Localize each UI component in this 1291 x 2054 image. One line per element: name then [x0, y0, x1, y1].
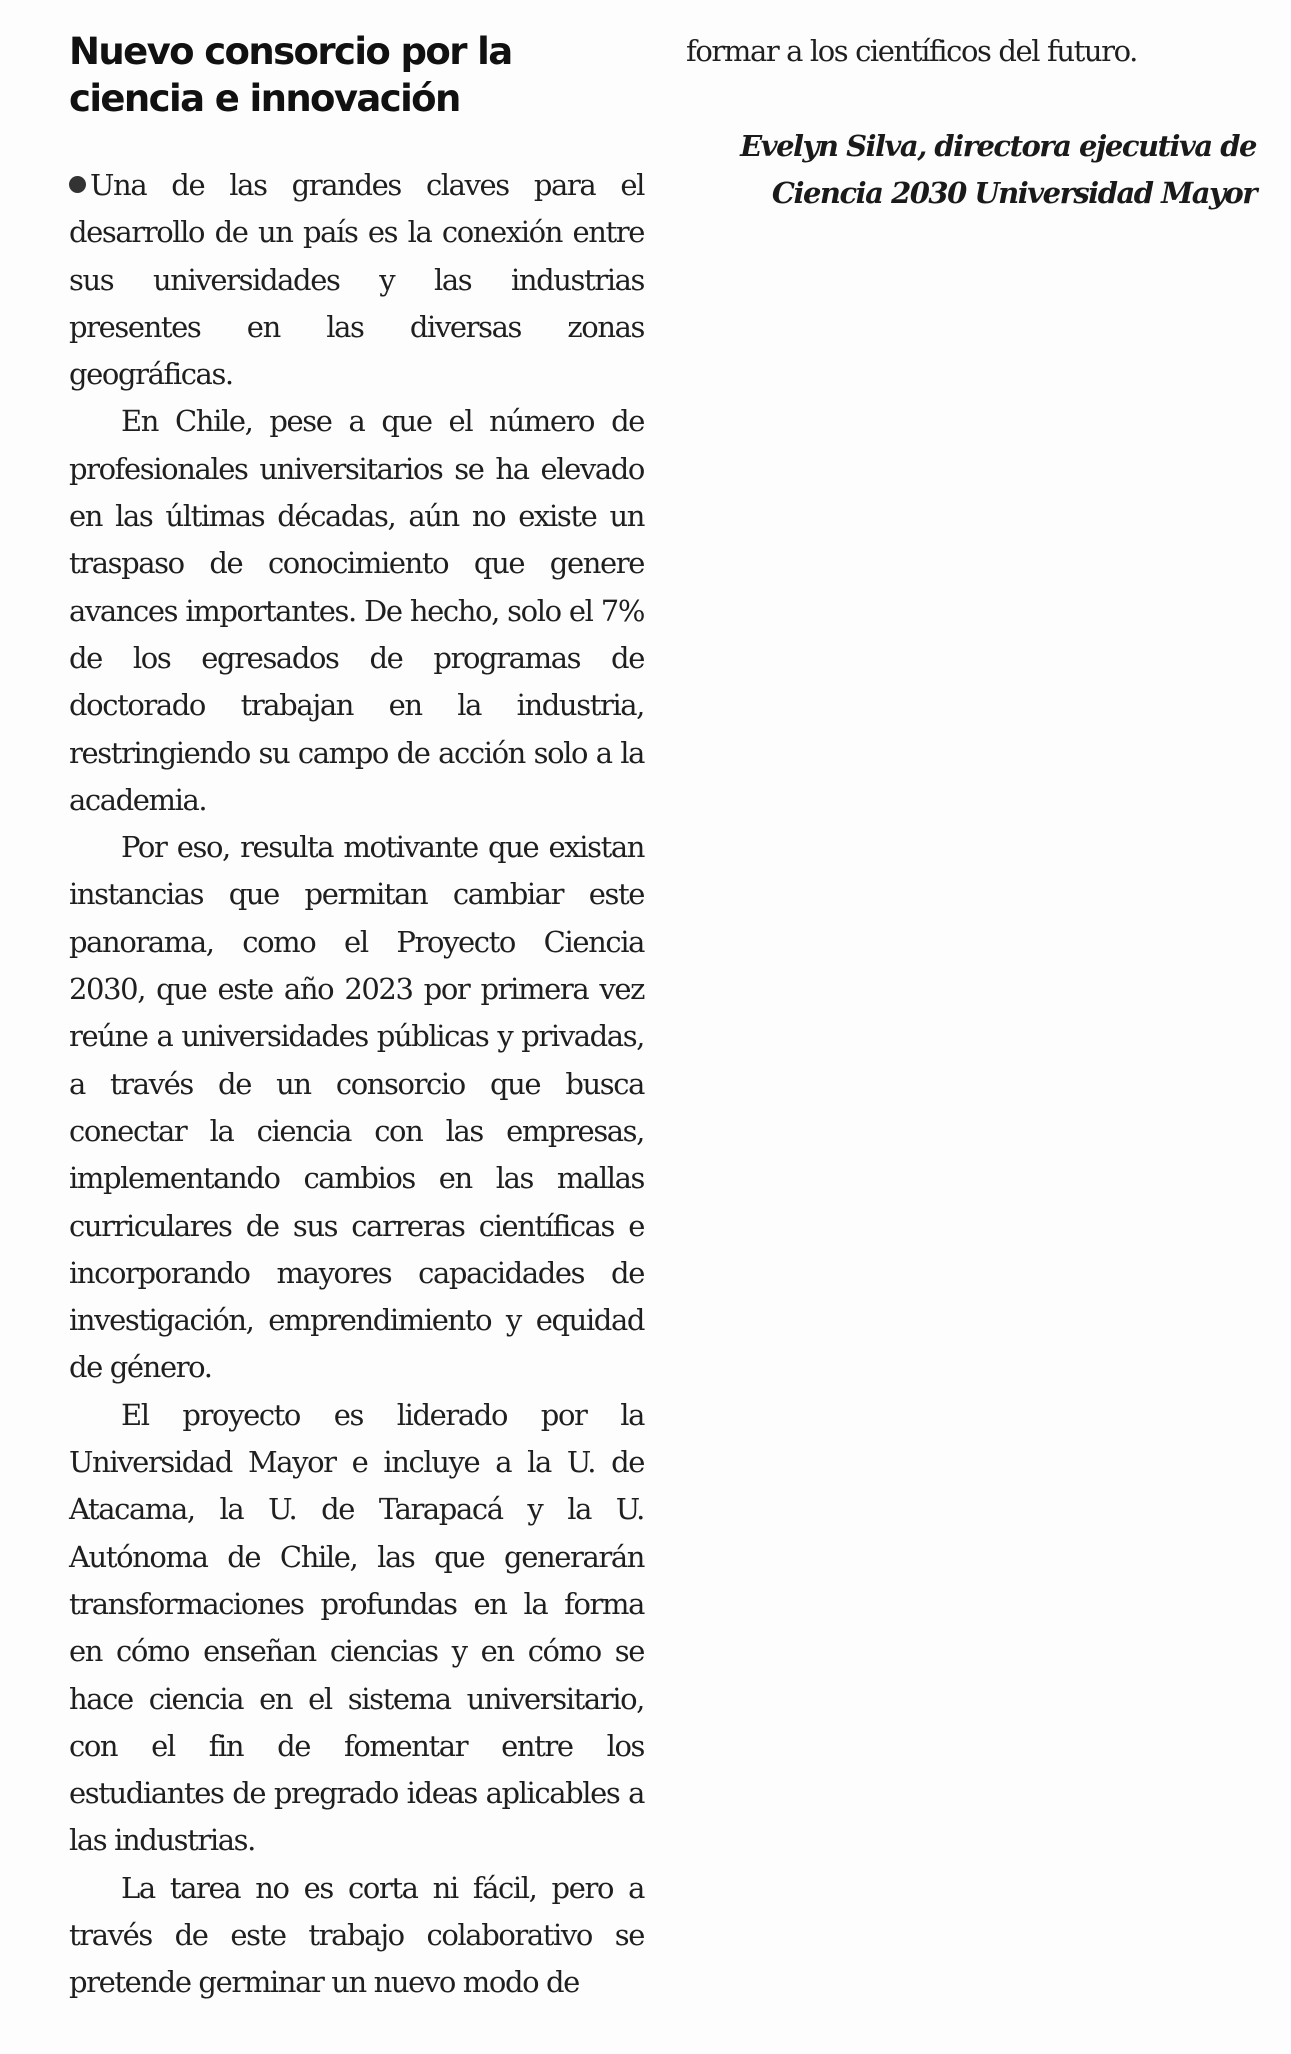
article-paragraph-3: Por eso, resulta motivante que existan instancias que permitan cambiar este panorama, como el Proyecto Ciencia 2030, que este año 2023 por primera vez reúne a universidades públicas y privadas, a través de un consorcio que busca conectar la ciencia con las empresas, implementando cambios en las mallas curriculares de sus carreras científicas e incorporando mayores capacidades de investigación, emprendimiento y equidad de género. [69, 830, 644, 1385]
author-organization: Ciencia 2030 Universidad Mayor [771, 176, 1256, 210]
bullet-icon [69, 176, 86, 193]
article-body [69, 162, 644, 2007]
article-paragraph-1-text: Una de las grandes claves para el desarrollo de un país es la conexión entre sus universidades y las industrias presentes en las diversas zonas geográficas. [69, 168, 644, 392]
article-paragraph-2: En Chile, pese a que el número de profesionales universitarios se ha elevado en las últimas décadas, aún no existe un traspaso de conocimiento que genere avances importantes. De hecho, solo el 7% de los egresados de programas de doctorado trabajan en la industria, restringiendo su campo de acción solo a la academia. [69, 404, 644, 817]
article-left-column [69, 28, 644, 2007]
article-continuation: formar a los científicos del futuro. [686, 34, 1137, 68]
article-paragraph-4: El proyecto es liderado por la Universidad Mayor e incluye a la U. de Atacama, la U. de Tarapacá y la U. Autónoma de Chile, las que generarán transformaciones profundas en la forma en cómo enseñan ciencias y en cómo se hace ciencia en el sistema universitario, con el fin de fomentar entre los estudiantes de pregrado ideas aplicables a las industrias. [69, 1397, 644, 1858]
article-paragraph-5: La tarea no es corta ni fácil, pero a través de este trabajo colaborativo se pretende germinar un nuevo modo de [69, 1870, 644, 2000]
article-paragraph-1 [69, 162, 644, 398]
author-name-title: Evelyn Silva, directora ejecutiva de [740, 129, 1256, 163]
author-signature [686, 123, 1256, 217]
article-right-column [686, 28, 1256, 217]
article-headline: Nuevo consorcio por la ciencia e innovación [69, 30, 512, 120]
